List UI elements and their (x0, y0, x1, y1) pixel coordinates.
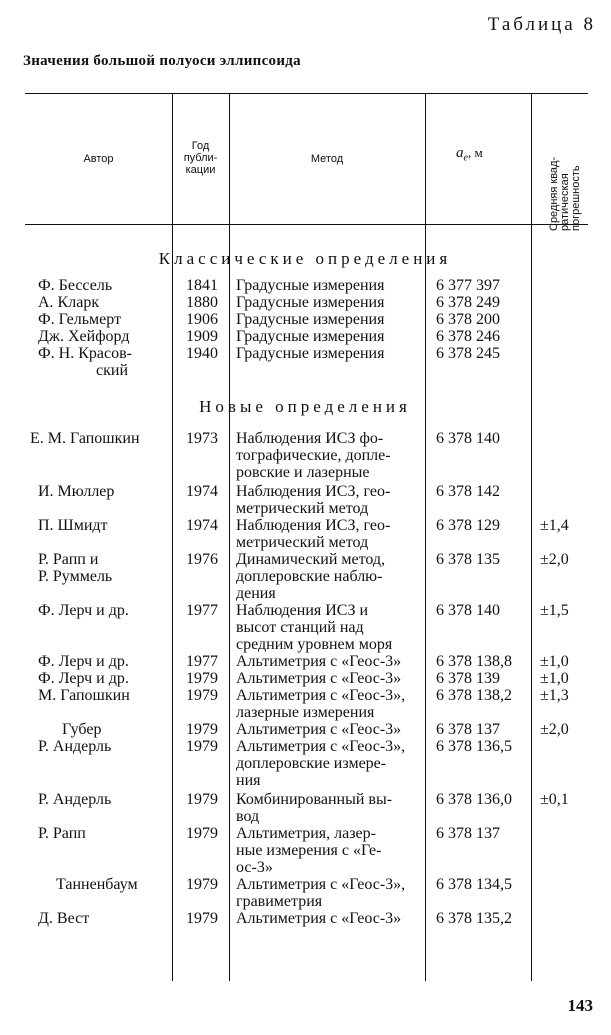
method-cell-line: метрический метод (236, 500, 369, 517)
header-value-symbol: a (456, 145, 464, 161)
year-cell: 1880 (186, 294, 218, 311)
author-cell-line: Р. Андерль (38, 738, 112, 755)
header-value-unit: , м (467, 145, 483, 160)
header-method: Метод (310, 153, 344, 165)
method-cell-line: ния (236, 772, 261, 789)
year-cell: 1977 (186, 602, 218, 619)
year-cell: 1974 (186, 483, 218, 500)
method-cell (236, 311, 420, 328)
author-cell-line: Д. Вест (38, 910, 90, 927)
method-cell-line: Альтиметрия с «Геос-3», (236, 687, 406, 704)
method-cell (236, 876, 420, 910)
value-cell: 6 378 200 (436, 311, 500, 328)
year-cell: 1841 (186, 277, 218, 294)
method-cell (236, 910, 420, 927)
method-cell (236, 345, 420, 362)
method-cell-line: Альтиметрия с «Геос-3» (236, 670, 402, 687)
header-year-line-3: кации (185, 164, 216, 176)
author-cell (38, 791, 111, 808)
method-cell-line: Комбинированный вы- (236, 791, 393, 808)
method-cell (236, 294, 420, 311)
author-cell (30, 430, 140, 447)
value-cell: 6 378 136,0 (436, 791, 512, 808)
method-cell-line: лазерные измерения (236, 704, 375, 721)
method-cell-line: высот станций над (236, 619, 364, 636)
author-cell-line: Губер (62, 721, 102, 738)
year-cell: 1940 (186, 345, 218, 362)
author-cell (38, 345, 132, 379)
value-cell: 6 378 246 (436, 328, 500, 345)
author-cell (38, 277, 112, 294)
author-cell (38, 517, 108, 534)
method-cell-line: Наблюдения ИСЗ фо- (236, 430, 384, 447)
author-cell-line: П. Шмидт (38, 517, 108, 534)
author-cell-line: М. Гапошкин (38, 687, 130, 704)
method-cell (236, 430, 420, 481)
author-cell-line: Ф. Бессель (38, 277, 113, 294)
author-cell (38, 483, 114, 500)
value-cell: 6 378 129 (436, 517, 500, 534)
year-cell: 1977 (186, 653, 218, 670)
header-error-line-3: погрешность (570, 165, 582, 231)
author-cell (38, 311, 121, 328)
method-cell (236, 328, 420, 345)
method-cell-line: дения (236, 585, 276, 602)
table-number-label: Таблица 8 (487, 14, 596, 35)
value-cell: 6 378 249 (436, 294, 500, 311)
author-cell-line: Ф. Лерч и др. (38, 670, 129, 687)
method-cell-line: гравиметрия (236, 893, 323, 910)
author-cell (38, 551, 112, 585)
author-cell (62, 721, 101, 738)
header-value-subscript: e (463, 152, 468, 164)
author-cell-line: Ф. Лерч и др. (38, 653, 129, 670)
method-cell-line: Наблюдения ИСЗ, гео- (236, 483, 391, 500)
method-cell-line: Альтиметрия с «Геос-3» (236, 721, 402, 738)
year-cell: 1909 (186, 328, 218, 345)
method-cell-line: метрический метод (236, 534, 369, 551)
table-caption: Значения большой полуоси эллипсоида (23, 53, 301, 69)
header-error (549, 111, 605, 231)
author-cell (38, 670, 129, 687)
year-cell: 1979 (186, 876, 218, 893)
method-cell-line: Альтиметрия с «Геос-3» (236, 910, 402, 927)
error-cell: ±1,4 (540, 517, 569, 534)
value-cell: 6 378 245 (436, 345, 500, 362)
value-cell: 6 378 142 (436, 483, 500, 500)
year-cell: 1979 (186, 721, 218, 738)
method-cell (236, 670, 420, 687)
year-cell: 1906 (186, 311, 218, 328)
value-cell: 6 378 135 (436, 551, 500, 568)
header-year-line-2: публи- (183, 152, 218, 164)
method-cell-line: ровские и лазерные (236, 464, 370, 481)
author-cell-line: Танненбаум (56, 876, 138, 893)
author-cell-line: И. Мюллер (38, 483, 115, 500)
method-cell-line: ные измерения с «Ге- (236, 842, 382, 859)
error-cell: ±1,3 (540, 687, 569, 704)
value-cell: 6 378 137 (436, 721, 500, 738)
method-cell-line: Альтиметрия, лазер- (236, 825, 376, 842)
value-cell: 6 378 140 (436, 430, 500, 447)
method-cell (236, 738, 420, 789)
method-cell (236, 721, 420, 738)
value-cell: 6 378 136,5 (436, 738, 512, 755)
error-cell: ±2,0 (540, 721, 569, 738)
year-cell: 1973 (186, 430, 218, 447)
value-cell: 6 377 397 (436, 277, 500, 294)
section-title-new: Новые определения (199, 397, 411, 416)
year-cell: 1979 (186, 825, 218, 842)
value-cell: 6 378 139 (436, 670, 500, 687)
error-cell: ±2,0 (540, 551, 569, 568)
error-cell: ±1,0 (540, 670, 569, 687)
section-title-classic: Классические определения (158, 249, 452, 268)
column-divider-1 (172, 93, 173, 981)
method-cell (236, 653, 420, 670)
table-top-rule (25, 93, 588, 94)
author-cell (38, 653, 129, 670)
author-cell (56, 876, 138, 893)
method-cell (236, 483, 420, 517)
method-cell (236, 517, 420, 551)
method-cell (236, 791, 420, 825)
error-cell: ±0,1 (540, 791, 569, 808)
author-cell (38, 825, 86, 842)
year-cell: 1979 (186, 738, 218, 755)
year-cell: 1979 (186, 910, 218, 927)
method-cell-line: доплеровские наблю- (236, 568, 383, 585)
method-cell-line: тографические, допле- (236, 447, 391, 464)
author-cell-line: Р. Рапп (38, 825, 86, 842)
author-cell (38, 687, 130, 704)
header-value (456, 145, 483, 164)
method-cell-line: Альтиметрия с «Геос-3», (236, 738, 406, 755)
value-cell: 6 378 140 (436, 602, 500, 619)
author-cell-line: Р. Рапп и (38, 551, 99, 568)
column-divider-2 (229, 93, 230, 981)
author-cell (38, 328, 129, 345)
author-cell (38, 910, 89, 927)
author-cell-line: Ф. Лерч и др. (38, 602, 129, 619)
author-cell-line: ский (96, 362, 128, 379)
author-cell-line: Р. Андерль (38, 791, 112, 808)
header-error-line-2: ратическая (559, 173, 571, 231)
author-cell (38, 738, 111, 755)
page-number: 143 (567, 996, 593, 1015)
method-cell-line: доплеровские измере- (236, 755, 387, 772)
value-cell: 6 378 138,8 (436, 653, 512, 670)
header-author: Автор (83, 153, 114, 165)
author-cell (38, 294, 99, 311)
method-cell (236, 551, 420, 602)
method-cell-line: ос-3» (236, 859, 273, 876)
method-cell-line: Градусные измерения (236, 311, 385, 328)
year-cell: 1976 (186, 551, 218, 568)
year-cell: 1979 (186, 687, 218, 704)
year-cell: 1979 (186, 791, 218, 808)
author-cell-line: Е. М. Гапошкин (30, 430, 140, 447)
method-cell (236, 825, 420, 876)
method-cell-line: Градусные измерения (236, 277, 385, 294)
method-cell-line: Градусные измерения (236, 294, 385, 311)
value-cell: 6 378 135,2 (436, 910, 512, 927)
header-year-line-1: Год (191, 140, 210, 152)
column-divider-4 (531, 93, 532, 981)
method-cell-line: средним уровнем моря (236, 636, 393, 653)
header-year (172, 140, 229, 176)
author-cell-line: Ф. Гельмерт (38, 311, 122, 328)
method-cell-line: вод (236, 808, 260, 825)
author-cell-line: Р. Руммель (38, 568, 113, 585)
method-cell-line: Градусные измерения (236, 328, 385, 345)
header-bottom-rule (25, 224, 588, 225)
author-cell (38, 602, 129, 619)
value-cell: 6 378 134,5 (436, 876, 512, 893)
author-cell-line: Дж. Хейфорд (38, 328, 130, 345)
header-error-line-1: Средняя квад- (548, 156, 560, 231)
value-cell: 6 378 137 (436, 825, 500, 842)
method-cell (236, 602, 420, 653)
value-cell: 6 378 138,2 (436, 687, 512, 704)
error-cell: ±1,0 (540, 653, 569, 670)
method-cell-line: Динамический метод, (236, 551, 386, 568)
method-cell-line: Наблюдения ИСЗ и (236, 602, 369, 619)
year-cell: 1974 (186, 517, 218, 534)
method-cell-line: Альтиметрия с «Геос-3» (236, 653, 402, 670)
method-cell-line: Альтиметрия с «Геос-3», (236, 876, 406, 893)
column-divider-3 (425, 93, 426, 981)
author-cell-line: Ф. Н. Красов- (38, 345, 132, 362)
method-cell (236, 687, 420, 721)
method-cell-line: Градусные измерения (236, 345, 385, 362)
method-cell-line: Наблюдения ИСЗ, гео- (236, 517, 391, 534)
author-cell-line: А. Кларк (38, 294, 100, 311)
method-cell (236, 277, 420, 294)
error-cell: ±1,5 (540, 602, 569, 619)
year-cell: 1979 (186, 670, 218, 687)
